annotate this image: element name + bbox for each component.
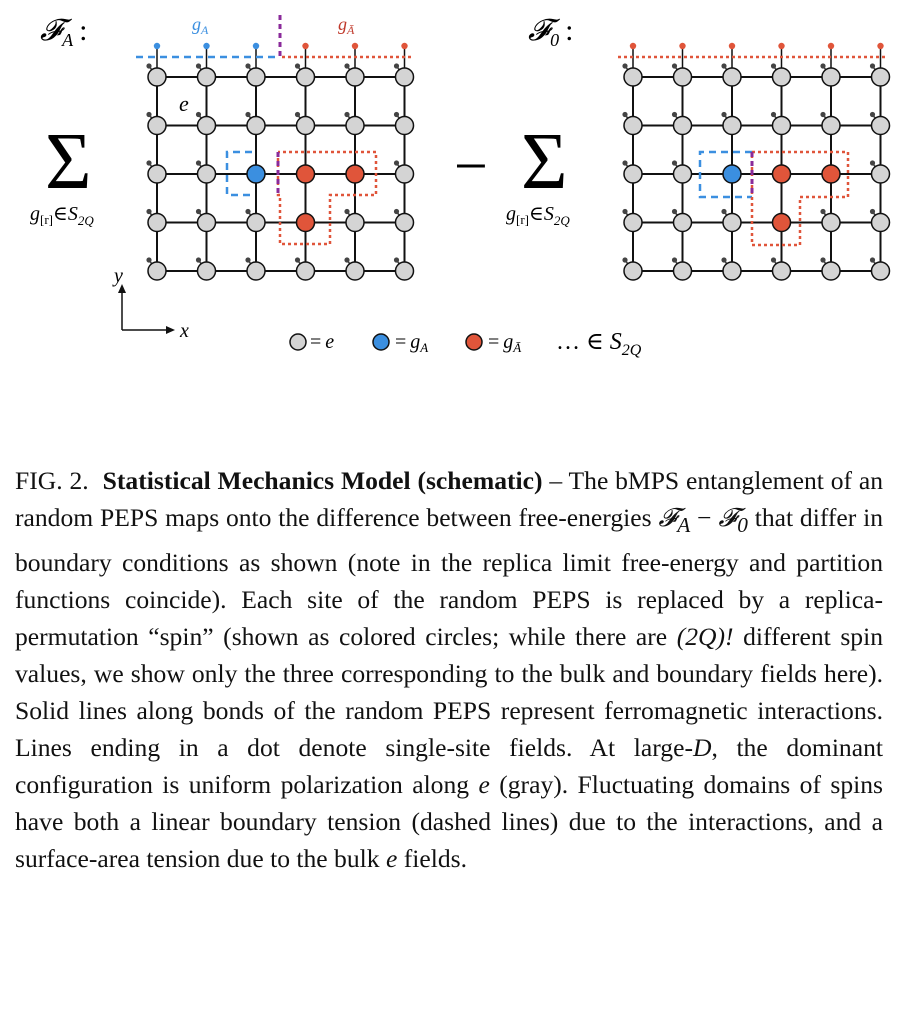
- domain-wall-red: [278, 152, 376, 244]
- spin-site: [297, 262, 315, 280]
- boundary-field-dot: [828, 43, 834, 49]
- site-field-dot: [622, 160, 627, 165]
- site-field-dot: [196, 209, 201, 214]
- legend-red-text: = $g_Ā$: [488, 331, 522, 355]
- boundary-field-dot: [401, 43, 407, 49]
- legend-blue-text: = $g_A$: [395, 331, 429, 355]
- spin-site: [624, 68, 642, 86]
- site-field-dot: [672, 112, 677, 117]
- sum-index-left: $g_{[r]}\in S_{2Q}$: [30, 203, 94, 228]
- site-field-dot: [721, 112, 726, 117]
- site-field-dot: [870, 257, 875, 262]
- spin-site: [773, 117, 791, 135]
- stat-mech-figure: [0, 0, 910, 440]
- caption-text-6: fields.: [397, 844, 468, 874]
- site-field-dot: [295, 112, 300, 117]
- spin-site: [624, 214, 642, 232]
- spin-site: [674, 68, 692, 86]
- site-field-dot: [146, 63, 151, 68]
- spin-site: [198, 117, 216, 135]
- site-field-dot: [394, 209, 399, 214]
- caption-label: FIG. 2.: [15, 466, 89, 495]
- boundary-field-dot: [302, 43, 308, 49]
- caption-title: Statistical Mechanics Model (schematic): [102, 466, 543, 495]
- site-field-dot: [870, 160, 875, 165]
- sum-symbol-left: Σ: [45, 118, 92, 206]
- spin-site: [346, 165, 364, 183]
- legend-set-text: … ∈ $S_{2Q}$: [556, 329, 642, 359]
- spin-site: [674, 117, 692, 135]
- site-field-dot: [196, 160, 201, 165]
- site-field-dot: [622, 257, 627, 262]
- spin-site: [674, 214, 692, 232]
- site-field-dot: [721, 209, 726, 214]
- caption-text-4: , the dominant configuration is uniform polarization along: [15, 733, 883, 800]
- caption-math-d: D: [692, 733, 712, 763]
- site-field-dot: [771, 63, 776, 68]
- spin-site: [396, 214, 414, 232]
- legend-gray-text: = e: [310, 331, 335, 353]
- site-field-dot: [394, 112, 399, 117]
- site-field-dot: [394, 257, 399, 262]
- site-field-dot: [245, 63, 250, 68]
- site-field-dot: [622, 112, 627, 117]
- spin-site: [872, 117, 890, 135]
- site-field-dot: [196, 63, 201, 68]
- site-field-dot: [672, 63, 677, 68]
- legend-red-spin: [466, 334, 482, 350]
- spin-site: [773, 214, 791, 232]
- legend-blue-spin: [373, 334, 389, 350]
- spin-site: [674, 165, 692, 183]
- spin-site: [148, 262, 166, 280]
- spin-site: [624, 117, 642, 135]
- site-field-dot: [146, 160, 151, 165]
- boundary-field-dot: [778, 43, 784, 49]
- spin-site: [674, 262, 692, 280]
- spin-site: [624, 262, 642, 280]
- caption-text-5: (gray). Fluctuating domains of spins have both a linear boundary tension (dashed lines) due to the interactions, and a surface-area tension due to the bulk: [15, 770, 883, 874]
- spin-site: [148, 68, 166, 86]
- lattice-right: [618, 43, 890, 280]
- figure-caption: [15, 462, 883, 877]
- spin-site: [723, 117, 741, 135]
- boundary-field-dot: [729, 43, 735, 49]
- spin-site: [872, 165, 890, 183]
- site-field-dot: [344, 257, 349, 262]
- site-field-dot: [196, 257, 201, 262]
- spin-site: [872, 68, 890, 86]
- site-field-dot: [870, 63, 875, 68]
- boundary-field-dot: [679, 43, 685, 49]
- spin-site: [822, 165, 840, 183]
- site-field-dot: [146, 257, 151, 262]
- panel-label-f0: 𝓕$_0$ :: [528, 14, 574, 50]
- caption-math-2q: (2Q)!: [676, 622, 734, 652]
- legend-gray-spin: [290, 334, 306, 350]
- site-field-dot: [245, 112, 250, 117]
- site-field-dot: [870, 112, 875, 117]
- spin-site: [773, 68, 791, 86]
- site-field-dot: [146, 112, 151, 117]
- spin-site: [297, 117, 315, 135]
- caption-dash: –: [542, 466, 569, 495]
- site-field-dot: [820, 257, 825, 262]
- top-label-gabar: $g_Ā$: [338, 14, 355, 37]
- axis-x-label: x: [180, 320, 189, 342]
- boundary-field-dot: [203, 43, 209, 49]
- site-field-dot: [245, 257, 250, 262]
- site-field-dot: [295, 63, 300, 68]
- spin-site: [723, 165, 741, 183]
- spin-site: [396, 262, 414, 280]
- caption-math-minus: −: [690, 503, 719, 532]
- spin-site: [247, 262, 265, 280]
- site-field-dot: [672, 209, 677, 214]
- spin-site: [822, 68, 840, 86]
- boundary-field-dot: [630, 43, 636, 49]
- spin-site: [396, 165, 414, 183]
- spin-site: [148, 117, 166, 135]
- site-field-dot: [344, 63, 349, 68]
- site-field-dot: [672, 160, 677, 165]
- spin-site: [624, 165, 642, 183]
- sum-symbol-right: Σ: [521, 118, 568, 206]
- spin-site: [773, 165, 791, 183]
- panel-label-fa: 𝓕$_A$ :: [40, 14, 88, 50]
- site-field-dot: [820, 112, 825, 117]
- spin-site: [247, 214, 265, 232]
- caption-math-fa: 𝓕$_A$: [658, 503, 691, 538]
- spin-site: [773, 262, 791, 280]
- spin-site: [822, 214, 840, 232]
- caption-math-f0: 𝓕$_0$: [718, 503, 748, 538]
- site-field-dot: [394, 160, 399, 165]
- spin-site: [297, 68, 315, 86]
- caption-text-3: different spin values, we show only the three corresponding to the bulk and boundary fields here). Solid lines along bonds of the random PEPS represent ferromagnetic interactions. Lines ending in a dot denote single-site fields. At large-: [15, 622, 883, 763]
- spin-site: [723, 68, 741, 86]
- spin-site: [822, 117, 840, 135]
- spin-site: [396, 68, 414, 86]
- site-field-dot: [344, 209, 349, 214]
- site-field-dot: [344, 112, 349, 117]
- spin-site: [148, 214, 166, 232]
- spin-site: [247, 165, 265, 183]
- spin-site: [198, 262, 216, 280]
- spin-site: [396, 117, 414, 135]
- top-label-ga: $g_A$: [192, 14, 209, 37]
- spin-site: [872, 262, 890, 280]
- site-field-dot: [622, 63, 627, 68]
- site-field-dot: [721, 257, 726, 262]
- caption-text-1: The bMPS entanglement of an random PEPS maps onto the difference between free-energies: [15, 466, 883, 532]
- spin-site: [346, 262, 364, 280]
- spin-site: [723, 214, 741, 232]
- spin-site: [148, 165, 166, 183]
- boundary-field-dot: [352, 43, 358, 49]
- site-field-dot: [394, 63, 399, 68]
- spin-site: [346, 68, 364, 86]
- spin-site: [346, 117, 364, 135]
- sum-index-right: $g_{[r]}\in S_{2Q}$: [506, 203, 570, 228]
- site-field-dot: [771, 112, 776, 117]
- spin-site: [247, 68, 265, 86]
- caption-math-e2: e: [385, 844, 398, 874]
- spin-site: [198, 165, 216, 183]
- site-field-dot: [870, 209, 875, 214]
- spin-site: [822, 262, 840, 280]
- caption-text-2: that differ in boundary conditions as shown (note in the replica limit free-energy and partition functions coincide). Each site of the random PEPS is replaced by a replica-permutation “spin” (shown as colored circles; while there are: [15, 503, 884, 652]
- boundary-field-dot: [877, 43, 883, 49]
- site-field-dot: [820, 63, 825, 68]
- spin-site: [872, 214, 890, 232]
- site-field-dot: [295, 257, 300, 262]
- site-field-dot: [622, 209, 627, 214]
- spin-site: [297, 214, 315, 232]
- spin-site: [198, 214, 216, 232]
- caption-math-e1: e: [478, 770, 490, 800]
- edge-label-e: e: [179, 91, 189, 116]
- site-field-dot: [146, 209, 151, 214]
- site-field-dot: [820, 209, 825, 214]
- boundary-field-dot: [253, 43, 259, 49]
- spin-site: [346, 214, 364, 232]
- boundary-field-dot: [154, 43, 160, 49]
- spin-site: [247, 117, 265, 135]
- site-field-dot: [771, 257, 776, 262]
- lattice-left: [136, 15, 414, 280]
- spin-site: [723, 262, 741, 280]
- axis-y-label: y: [114, 265, 123, 287]
- spin-site: [198, 68, 216, 86]
- site-field-dot: [721, 63, 726, 68]
- legend: [290, 329, 642, 359]
- site-field-dot: [672, 257, 677, 262]
- minus-sign: −: [454, 133, 488, 199]
- site-field-dot: [196, 112, 201, 117]
- site-field-dot: [245, 209, 250, 214]
- spin-site: [297, 165, 315, 183]
